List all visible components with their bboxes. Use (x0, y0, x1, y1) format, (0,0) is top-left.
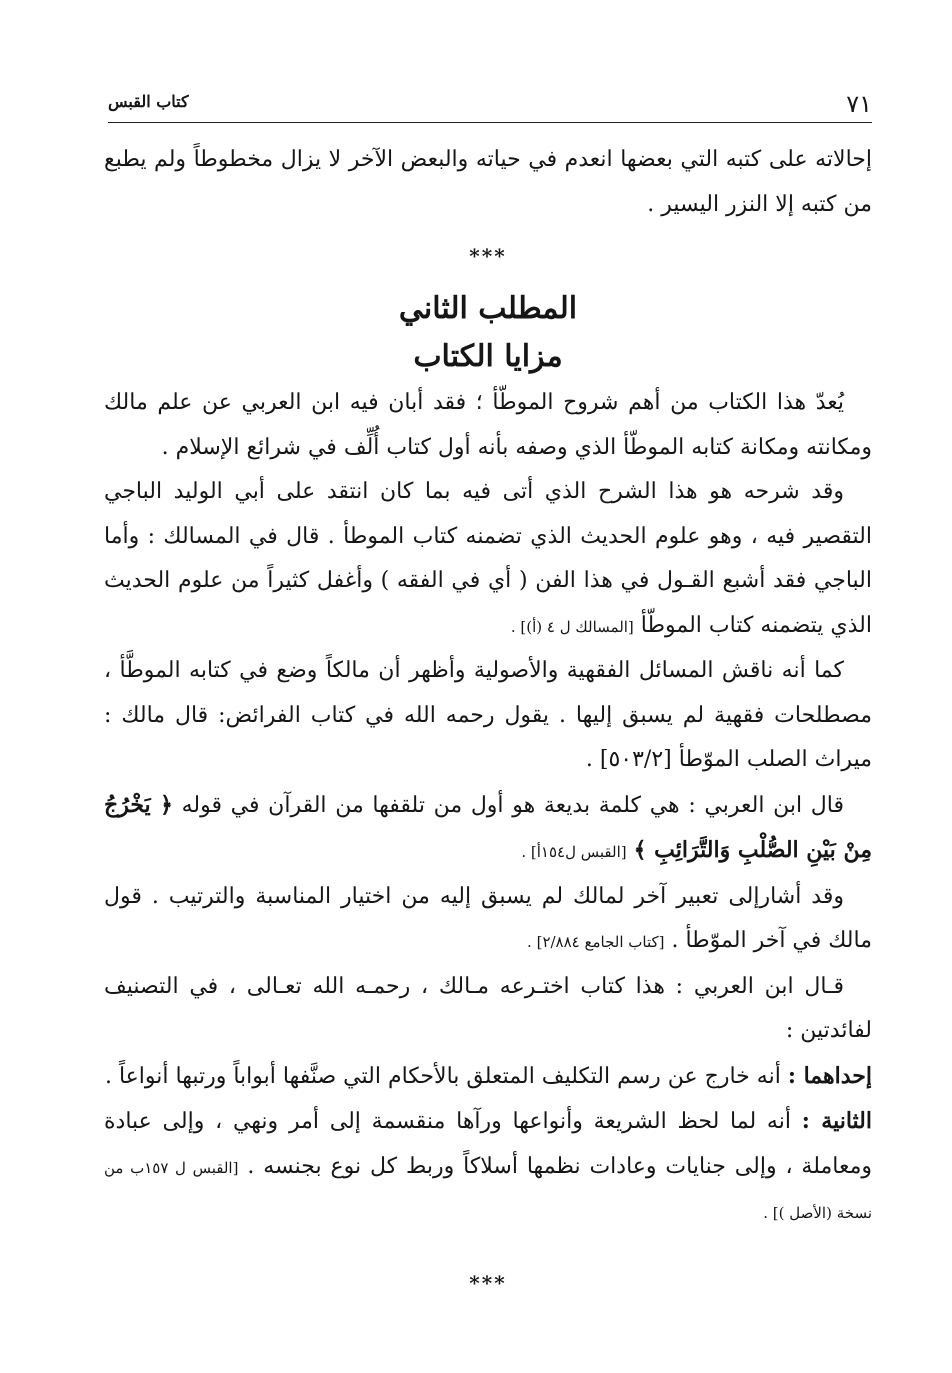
paragraph-5-text: وقد أشارإلى تعبير آخر لمالك لم يسبق إليه من اختيار المناسبة والترتيب . قول مالك في آخر الموّطأ . (104, 883, 872, 953)
section-subtitle: مزايا الكتاب (413, 339, 563, 374)
body-text (104, 138, 872, 1312)
paragraph-6: قـال ابن العربي : هذا كتاب اختـرعه مـالك ، رحمـه الله تعـالى ، في التصنيف لفائدتين : (104, 973, 872, 1043)
paragraph-8-label: الثانية : (801, 1108, 872, 1134)
paragraph-4-text: قال ابن العربي : هي كلمة بديعة هو أول من تلقفها من القرآن في قوله (181, 792, 844, 818)
page-number: ٧١ (846, 90, 872, 118)
paragraph-2 (104, 470, 872, 649)
paragraph-7-label: إحداهما : (787, 1062, 872, 1089)
paragraph-2-text: وقد شرحه هو هذا الشرح الذي أتى فيه بما كان انتقد على أبي الوليد الباجي التقصير فيه ، وهو علوم الحديث الذي تضمنه كتاب الموطأ . قال في المسالك : وأما الباجي فقد أشبع القـول في هذا الفن ( أي في الفقه ) وأغفل كثيراً من علوم الحديث الذي يتضمنه كتاب الموطّأ (104, 479, 872, 638)
section-separator-top: *** (469, 244, 507, 268)
paragraph-7-text: أنه خارج عن رسم التكليف المتعلق بالأحكام التي صنَّفها أبواباً ورتبها أنواعاً . (104, 1063, 781, 1089)
spacer (104, 1236, 872, 1254)
paragraph-4 (104, 783, 872, 875)
paragraph-5 (104, 875, 872, 965)
citation-jami: [كتاب الجامع ٢/٨٨٤] . (527, 933, 665, 951)
paragraph-8-text: أنه لما لحظ الشريعة وأنواعها ورآها منقسمة إلى أمر ونهي ، وإلى عبادة ومعاملة ، وإلى جنايات وعادات نظمها أسلاكاً وربط كل نوع بجنسه . (104, 1109, 873, 1179)
citation-qabas-157: [القبس ل ١٥٧ب من نسخة (الأصل )] . (104, 1158, 872, 1222)
citation-qabas-154: [القبس ل١٥٤أ] . (521, 843, 627, 861)
citation-masalik: [المسالك ل ٤ (أ)] . (510, 617, 634, 636)
section-separator-bottom: *** (469, 1270, 507, 1295)
paragraph-8 (104, 1099, 872, 1236)
quran-verse: ﴿ يَخْرُجُ مِنْ بَيْنِ الصُّلْبِ وَالتَّرَائِبِ ﴾ (104, 791, 872, 863)
section-title: المطلب الثاني (398, 291, 578, 326)
paragraph-7 (104, 1054, 872, 1100)
running-book-title: كتاب القبس (108, 92, 189, 111)
running-header (108, 88, 872, 123)
paragraph-1: يُعدّ هذا الكتاب من أهم شروح الموطّأ ؛ فقد أبان فيه ابن العربي عن علم مالك ومكانته ومكانة كتابه الموطّأ الذي وصفه بأنه أول كتاب أُلِّف في شرائع الإسلام . (104, 390, 872, 460)
paragraph-3-text: كما أنه ناقش المسائل الفقهية والأصولية وأظهر أن مالكاً وضع في كتابه الموطَّأ ، مصطلحات فقهية لم يسبق إليها . يقول رحمه الله في كتاب الفرائض: قال مالك : ميراث الصلب الموّطأ (104, 658, 872, 772)
citation-muwatta: [٥٠٣/٢] . (585, 747, 672, 772)
paragraph-3 (104, 649, 872, 783)
continuation-paragraph: إحالاته على كتبه التي بعضها انعدم في حياته والبعض الآخر لا يزال مخطوطاً ولم يطبع من كتبه إلا النزر اليسير . (104, 147, 872, 217)
